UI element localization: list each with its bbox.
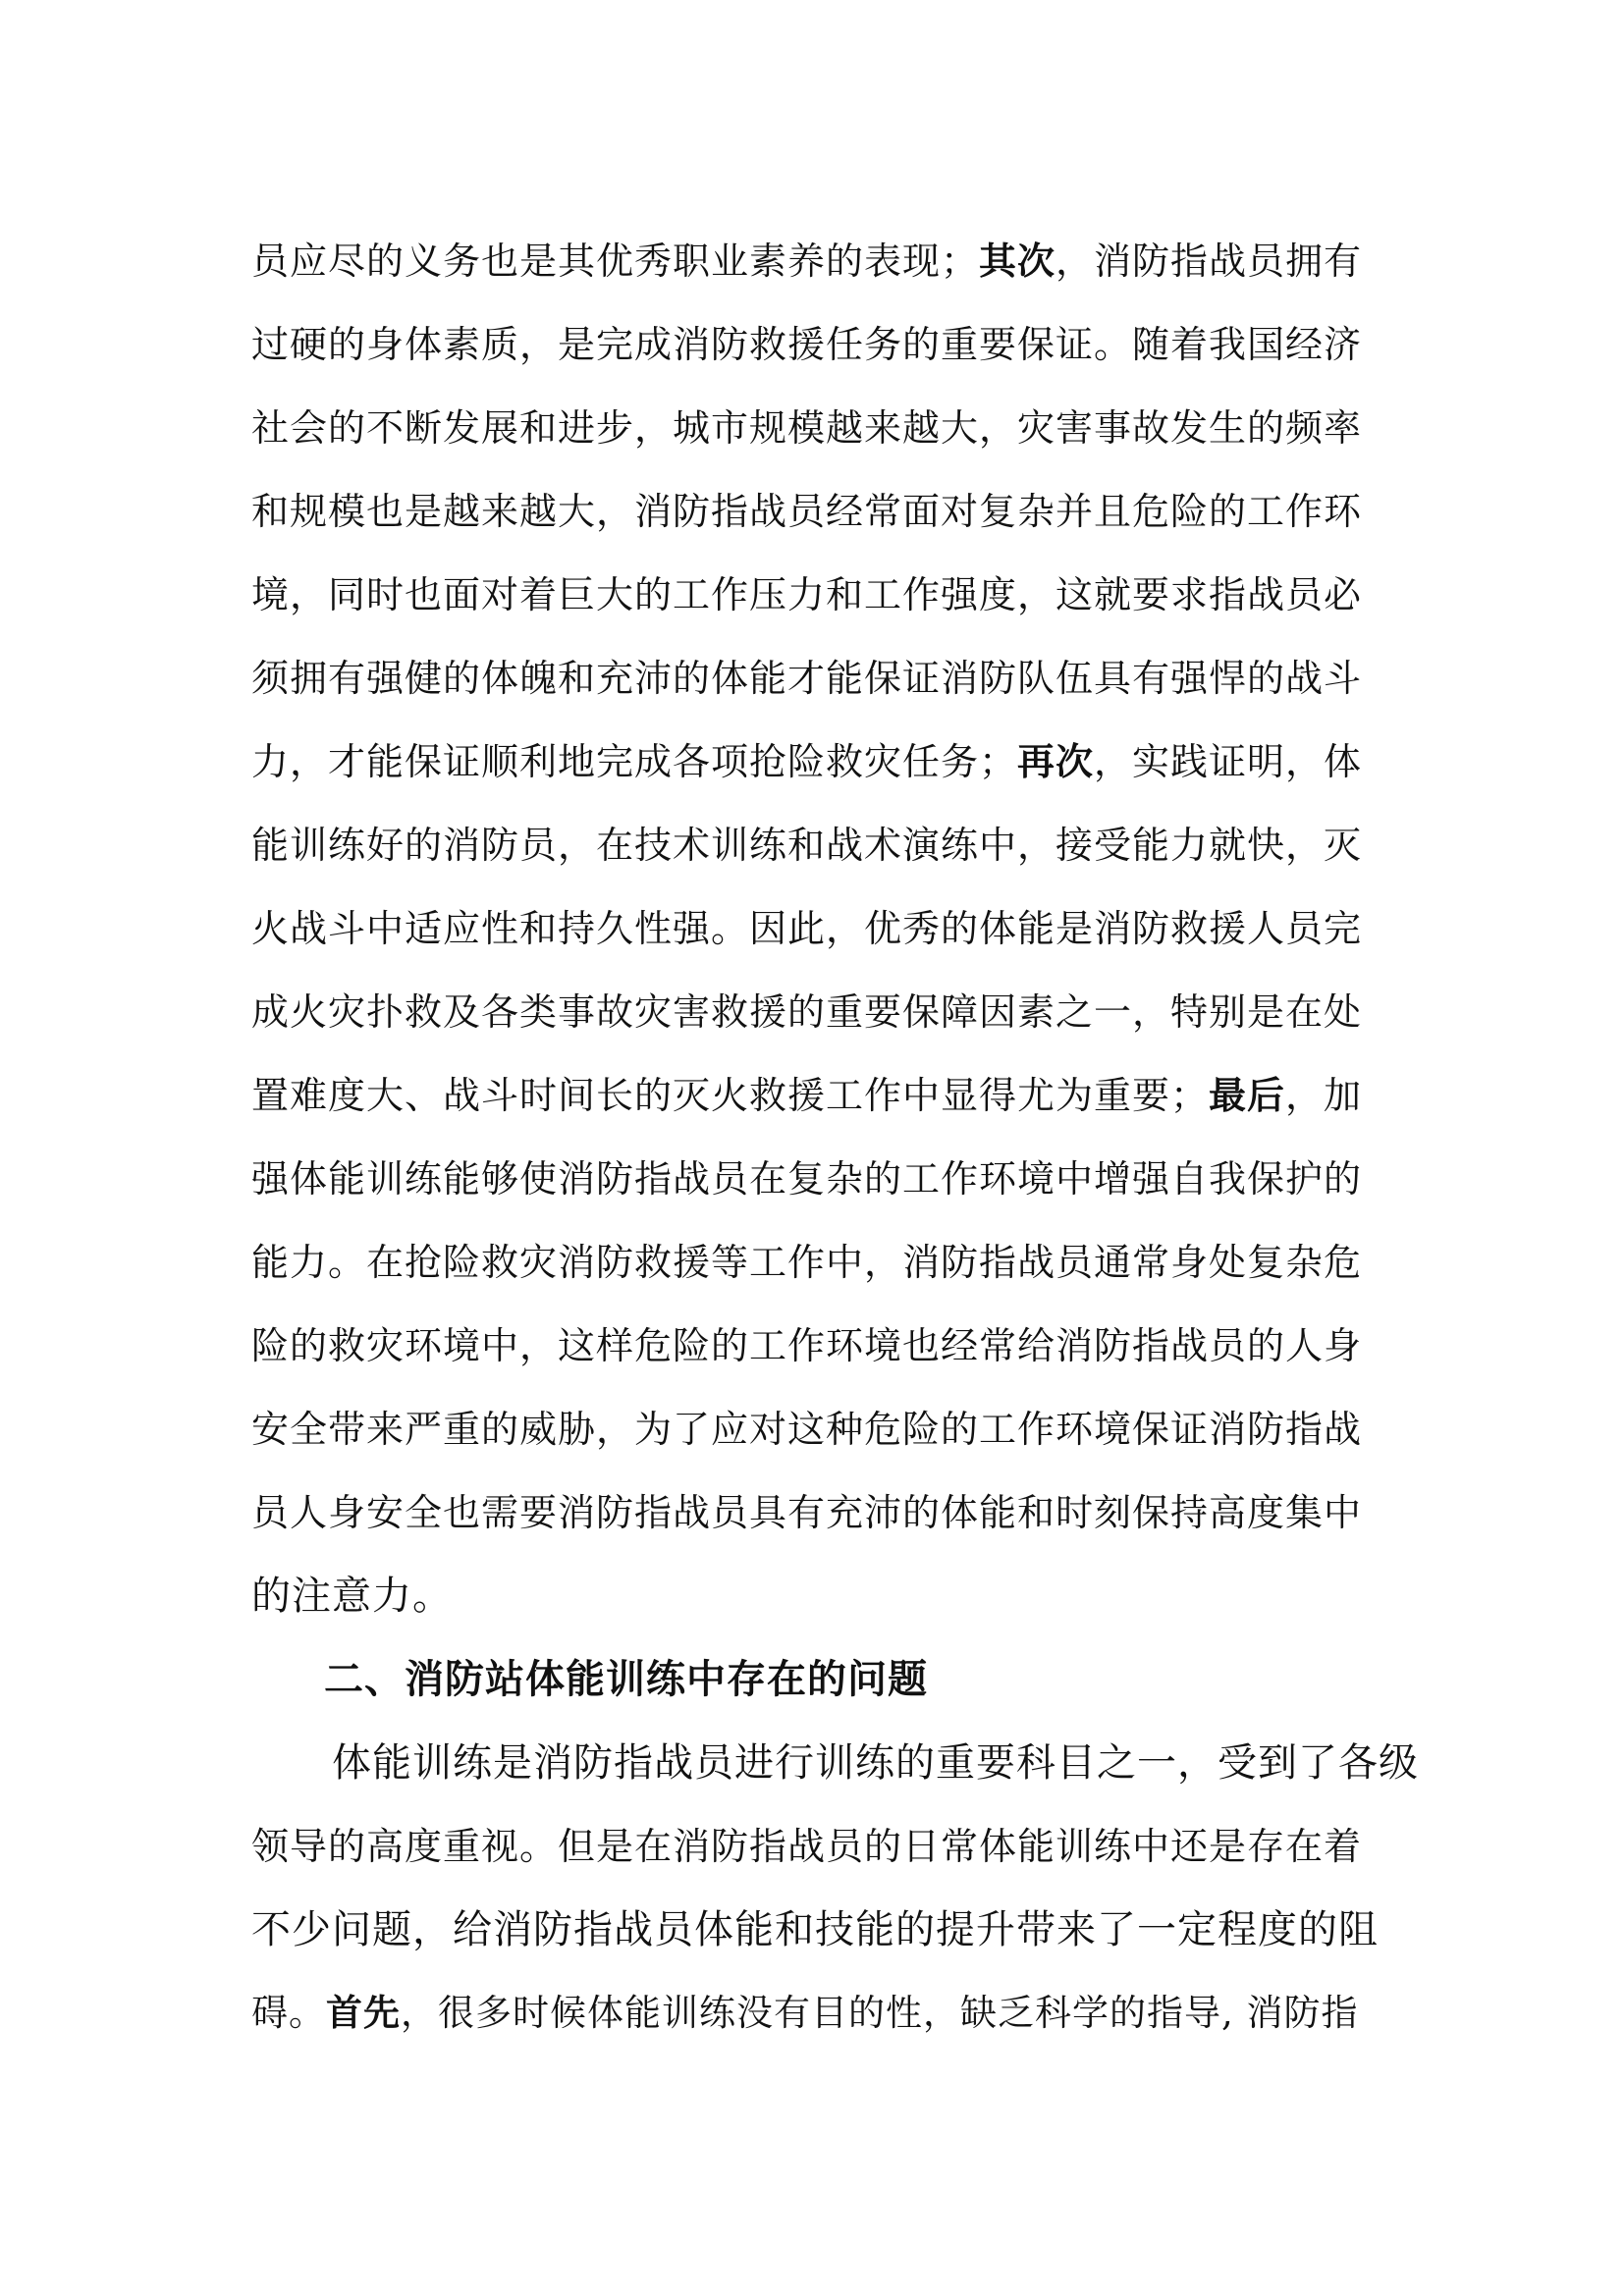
- text-line: 能训练好的消防员，在技术训练和战术演练中，接受能力就快，灭: [251, 824, 1363, 867]
- section-heading: 二、消防站体能训练中存在的问题: [324, 1657, 928, 1702]
- text-line: 安全带来严重的威胁，为了应对这种危险的工作环境保证消防指战: [251, 1408, 1363, 1451]
- text-line: 员应尽的义务也是其优秀职业素养的表现；其次，消防指战员拥有: [251, 240, 1363, 283]
- text-line: 力，才能保证顺利地完成各项抢险救灾任务；再次，实践证明，体: [251, 740, 1363, 783]
- text-line: 社会的不断发展和进步，城市规模越来越大，灾害事故发生的频率: [251, 406, 1363, 450]
- text-line: 体能训练是消防指战员进行训练的重要科目之一，受到了各级: [332, 1740, 1419, 1786]
- text-line: 火战斗中适应性和持久性强。因此，优秀的体能是消防救援人员完: [251, 907, 1363, 950]
- bold-keyword: 其次: [979, 240, 1056, 283]
- text-line: 境，同时也面对着巨大的工作压力和工作强度，这就要求指战员必: [251, 573, 1363, 616]
- text-line: 须拥有强健的体魄和充沛的体能才能保证消防队伍具有强悍的战斗: [251, 657, 1363, 700]
- text-line: 成火灾扑救及各类事故灾害救援的重要保障因素之一，特别是在处: [251, 990, 1363, 1034]
- text-line: 和规模也是越来越大，消防指战员经常面对复杂并且危险的工作环: [251, 490, 1363, 533]
- text-line: 碍。首先，很多时候体能训练没有目的性，缺乏科学的指导, 消防指: [251, 1992, 1359, 2034]
- text-line: 员人身安全也需要消防指战员具有充沛的体能和时刻保持高度集中: [251, 1491, 1363, 1534]
- text-line: 领导的高度重视。但是在消防指战员的日常体能训练中还是存在着: [251, 1825, 1363, 1868]
- text-line: 置难度大、战斗时间长的灭火救援工作中显得尤为重要；最后，加: [251, 1074, 1363, 1117]
- bold-keyword: 最后: [1209, 1074, 1286, 1117]
- text-line: 的注意力。: [251, 1574, 453, 1619]
- text-line: 能力。在抢险救灾消防救援等工作中，消防指战员通常身处复杂危: [251, 1241, 1363, 1284]
- text-line: 险的救灾环境中，这样危险的工作环境也经常给消防指战员的人身: [251, 1324, 1363, 1367]
- text-line: 强体能训练能够使消防指战员在复杂的工作环境中增强自我保护的: [251, 1157, 1363, 1201]
- text-line: 过硬的身体素质，是完成消防救援任务的重要保证。随着我国经济: [251, 323, 1363, 366]
- text-line: 不少问题，给消防指战员体能和技能的提升带来了一定程度的阻: [251, 1907, 1379, 1952]
- bold-keyword: 再次: [1017, 740, 1095, 783]
- bold-keyword: 首先: [326, 1992, 401, 2034]
